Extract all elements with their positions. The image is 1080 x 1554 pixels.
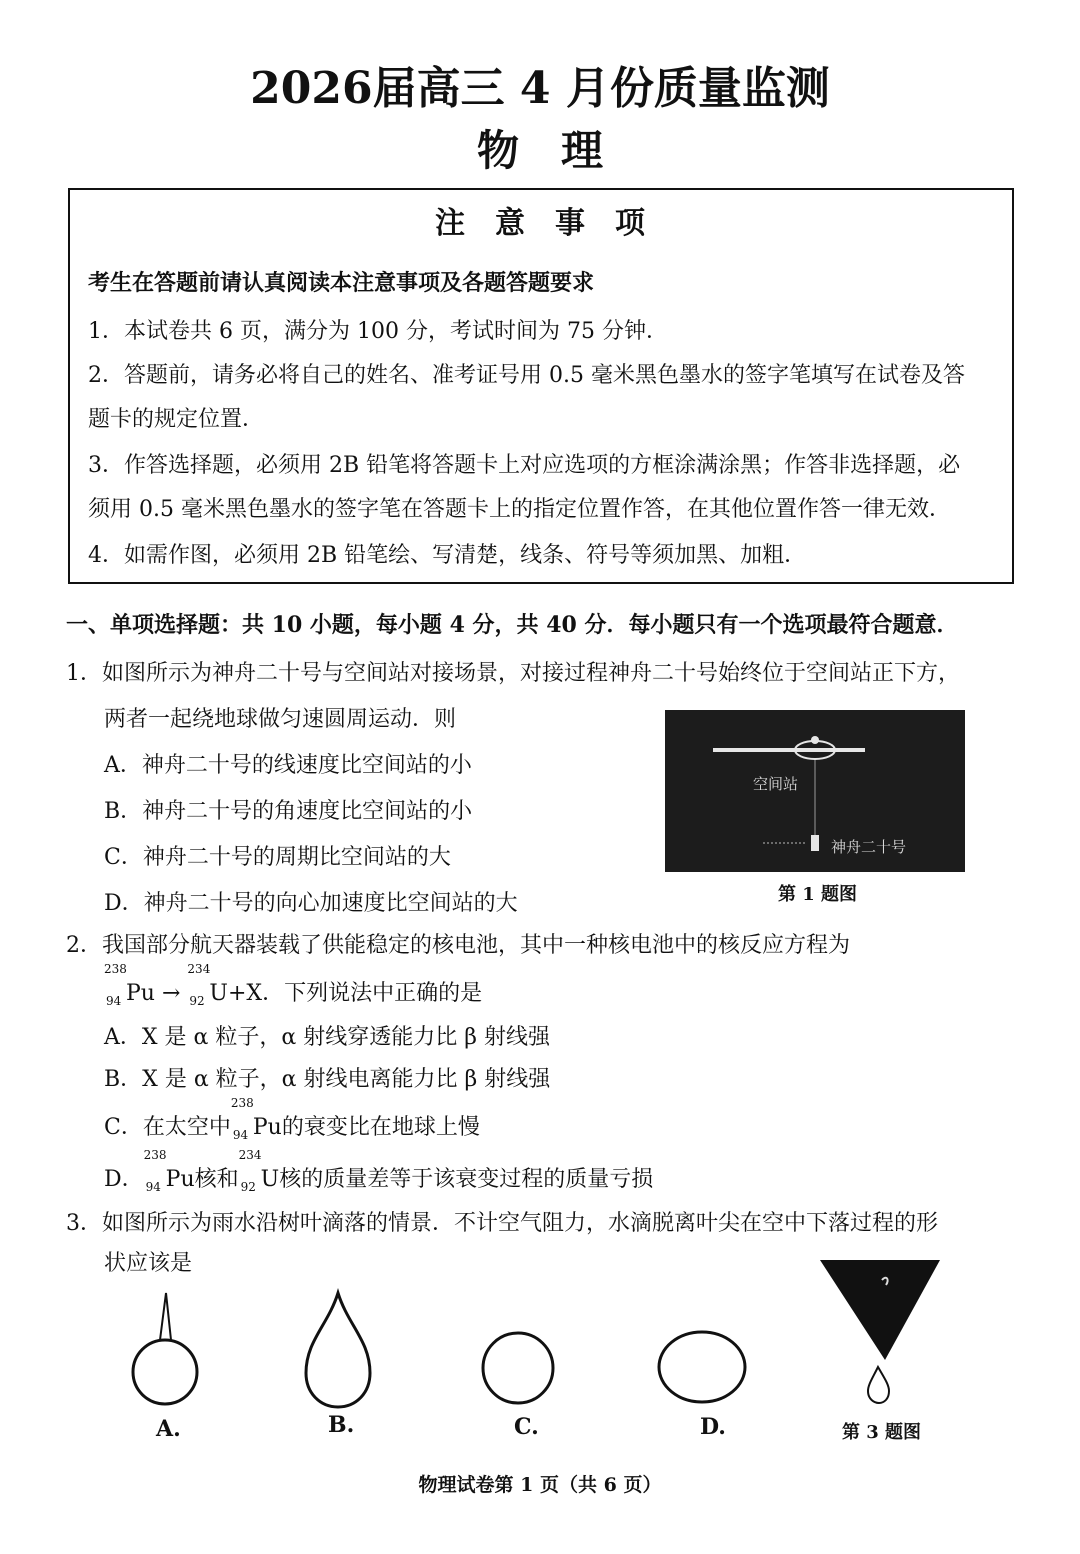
q3-options-figure — [0, 1255, 1080, 1425]
notice-item-1: 1．本试卷共 6 页，满分为 100 分，考试时间为 75 分钟． — [88, 319, 668, 344]
q2-option-b: B．X 是 α 粒子，α 射线电离能力比 β 射线强 — [104, 1067, 551, 1092]
q1-option-c: C．神舟二十号的周期比空间站的大 — [104, 845, 451, 870]
notice-item-2: 2．答题前，请务必将自己的姓名、准考证号用 0.5 毫米黑色墨水的签字笔填写在试卷及答 — [88, 363, 965, 388]
q1-option-a: A．神舟二十号的线速度比空间站的小 — [104, 753, 472, 778]
drop-shape-c — [483, 1333, 553, 1403]
q1-figure-photo — [665, 710, 965, 872]
notice-item-2-cont: 题卡的规定位置． — [88, 407, 265, 432]
q2-equation: 238 94 Pu → 234 92 U+X．下列说法中正确的是 — [104, 962, 483, 1008]
q1-figure-caption: 第 1 题图 — [778, 884, 858, 905]
q1-option-d: D．神舟二十号的向心加速度比空间站的大 — [104, 891, 518, 916]
subject-title: 物 理 — [476, 126, 603, 175]
q3-label-d: D. — [700, 1414, 726, 1440]
notice-intro: 考生在答题前请认真阅读本注意事项及各题答题要求 — [88, 270, 595, 296]
notice-heading: 注 意 事 项 — [435, 206, 645, 241]
exam-title: 2026届高三 4 月份质量监测 — [250, 63, 830, 114]
docking-illustration — [665, 710, 965, 872]
q1-stem-cont: 两者一起绕地球做匀速圆周运动．则 — [104, 707, 457, 732]
q1-stem: 1．如图所示为神舟二十号与空间站对接场景，对接过程神舟二十号始终位于空间站正下方， — [66, 661, 961, 686]
notice-item-4: 4．如需作图，必须用 2B 铅笔绘、写清楚，线条、符号等须加黑、加粗． — [88, 543, 807, 568]
q3-label-a: A. — [156, 1416, 181, 1442]
q1-figure-label-station: 空间站 — [753, 775, 799, 793]
drop-shape-a — [133, 1293, 197, 1404]
q3-figure-caption: 第 3 题图 — [842, 1422, 922, 1443]
q3-label-b: B. — [328, 1412, 355, 1438]
q3-leaf-photo — [820, 1260, 940, 1403]
section-heading: 一、单项选择题：共 10 小题，每小题 4 分，共 40 分．每小题只有一个选项最符合题意． — [66, 612, 959, 638]
q1-figure-label-ship: 神舟二十号 — [831, 838, 907, 856]
u-nuclide: 234 92 — [187, 962, 211, 1008]
drop-shape-b — [306, 1293, 370, 1407]
q3-label-c: C. — [514, 1414, 539, 1440]
page-footer: 物理试卷第 1 页（共 6 页） — [418, 1474, 662, 1496]
pu-nuclide: 238 94 — [104, 962, 127, 1008]
q3-stem: 3．如图所示为雨水沿树叶滴落的情景．不计空气阻力，水滴脱离叶尖在空中下落过程的形 — [66, 1211, 939, 1236]
q2-stem: 2．我国部分航天器装载了供能稳定的核电池，其中一种核电池中的核反应方程为 — [66, 933, 850, 958]
notice-item-3-cont: 须用 0.5 毫米黑色墨水的签字笔在答题卡上的指定位置作答，在其他位置作答一律无效． — [88, 497, 951, 522]
notice-item-3: 3．作答选择题，必须用 2B 铅笔将答题卡上对应选项的方框涂满涂黑；作答非选择题，必 — [88, 453, 961, 478]
q3-stem-cont: 状应该是 — [104, 1251, 193, 1276]
q2-option-d: D． 238 94 Pu核和 234 92 U核的质量差等于该衰变过程的质量亏损 — [104, 1148, 654, 1194]
q2-option-c: C．在太空中 238 94 Pu的衰变比在地球上慢 — [104, 1096, 480, 1142]
q2-option-a: A．X 是 α 粒子，α 射线穿透能力比 β 射线强 — [104, 1025, 550, 1050]
drop-shape-d — [659, 1332, 745, 1402]
q1-option-b: B．神舟二十号的角速度比空间站的小 — [104, 799, 473, 824]
